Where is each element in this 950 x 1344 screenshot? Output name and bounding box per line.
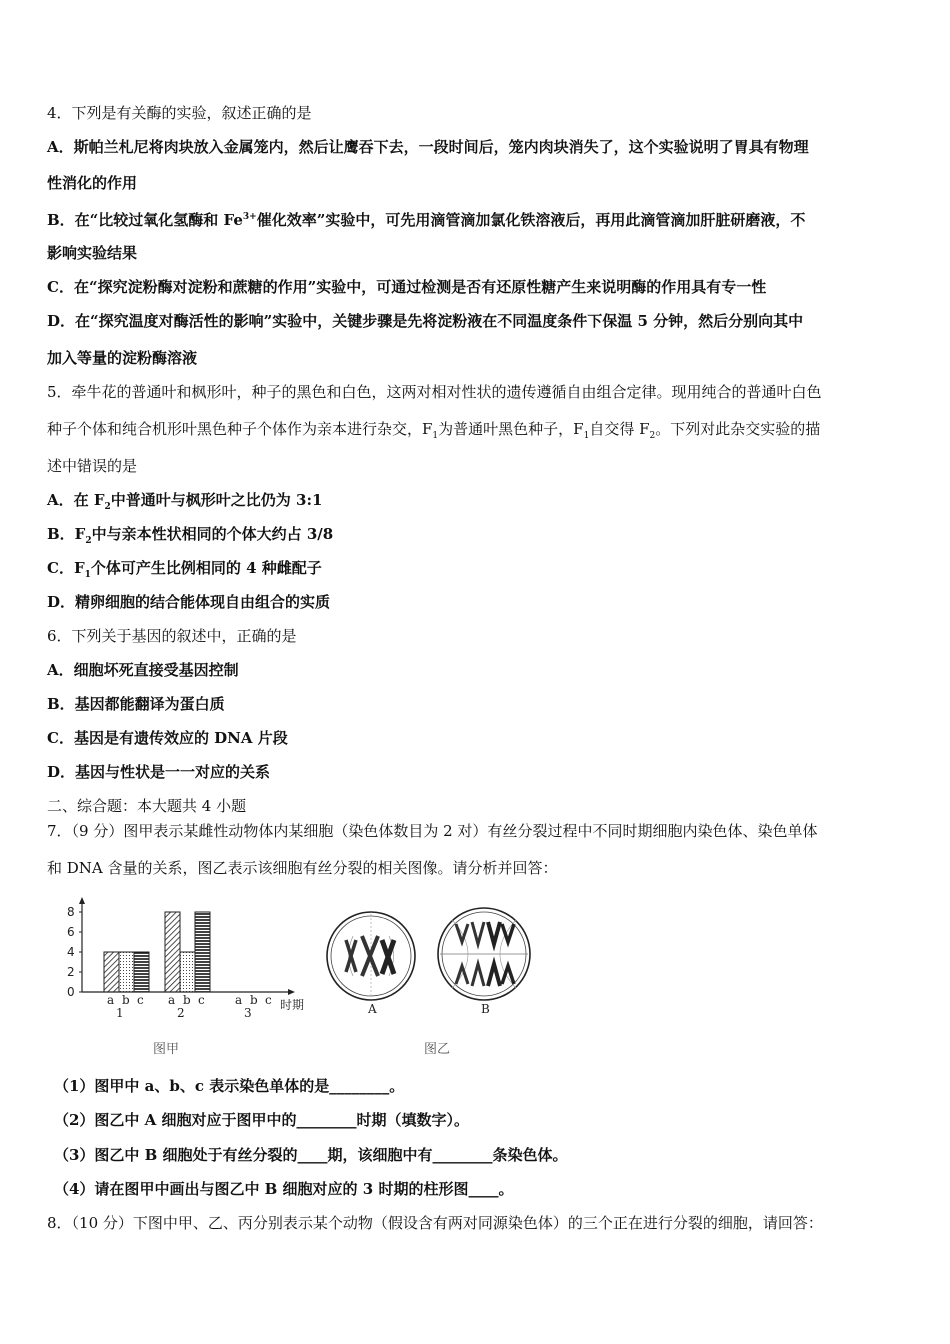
- q5-s2-part4: 。下列对此杂交实验的描: [655, 420, 821, 438]
- q5-a-part1: A．在 F: [47, 491, 105, 509]
- y-tick-label: 2: [67, 965, 75, 979]
- q7-part1: （1）图甲中 a、b、c 表示染色单体的是________。: [54, 1077, 405, 1095]
- y-tick-label: 0: [67, 985, 75, 999]
- q4-option-b-line2: 影响实验结果: [47, 244, 138, 262]
- q4-option-a-line1: A．斯帕兰札尼将肉块放入金属笼内，然后让鹰吞下去，一段时间后，笼内肉块消失了，这个实验说明了胃具有物理: [47, 138, 809, 156]
- q5-s2-sub2: 1: [583, 431, 590, 441]
- q5-b-part2: 中与亲本性状相同的个体大约占 3/8: [91, 525, 334, 543]
- bar-letter-label: b: [250, 993, 258, 1007]
- q6-option-a: A．细胞坏死直接受基因控制: [47, 661, 239, 679]
- bar-a-period-2: [165, 912, 180, 992]
- q5-option-b: [47, 524, 333, 551]
- caption-left: 图甲: [153, 1042, 180, 1057]
- q5-option-c: [47, 558, 322, 585]
- bar-c-period-1: [134, 952, 149, 992]
- q5-b-part1: B．F: [47, 525, 86, 543]
- period-label: 3: [244, 1006, 252, 1020]
- bar-letter-label: a: [168, 993, 176, 1007]
- q5-b-sub: 2: [85, 536, 92, 546]
- caption-right: 图乙: [424, 1042, 451, 1057]
- q5-s2-sub3: 2: [649, 431, 656, 441]
- q5-s2-part1: 种子个体和纯合机形叶黑色种子个体作为亲本进行杂交，F: [47, 420, 433, 438]
- bars: [104, 912, 210, 992]
- cell-b-diagram: [438, 908, 530, 1016]
- q5-s2-part2: 为普通叶黑色种子，F: [438, 420, 584, 438]
- q5-option-d: D．精卵细胞的结合能体现自由组合的实质: [47, 593, 331, 611]
- q4-b-sup: 3+: [242, 212, 257, 222]
- q5-stem-line1: 5．牵牛花的普通叶和枫形叶，种子的黑色和白色，这两对相对性状的遗传遵循自由组合定律。现用纯合的普通叶白色: [47, 383, 822, 401]
- q5-stem-line3: 述中错误的是: [47, 457, 138, 475]
- q4-option-b-line1: [47, 207, 805, 230]
- bar-letter-label: c: [137, 993, 144, 1007]
- bar-letter-label: a: [235, 993, 243, 1007]
- q5-s2-sub1: 1: [432, 431, 439, 441]
- q5-option-a: [47, 490, 322, 517]
- bar-b-period-1: [119, 952, 134, 992]
- q8-stem: 8．（10 分）下图中甲、乙、丙分别表示某个动物（假设含有两对同源染色体）的三个正在进行分裂的细胞，请回答：: [47, 1214, 823, 1232]
- cell-a-label: A: [368, 1002, 377, 1016]
- q6-option-c: C．基因是有遗传效应的 DNA 片段: [47, 729, 288, 747]
- y-tick-label: 8: [67, 905, 75, 919]
- x-labels: [107, 993, 272, 1020]
- cell-a-diagram: [327, 912, 415, 1016]
- q4-option-d-line1: D．在“探究温度对酶活性的影响”实验中，关键步骤是先将淀粉液在不同温度条件下保温 5 分钟，然后分别向其中: [47, 312, 804, 330]
- q4-option-c: C．在“探究淀粉酶对淀粉和蔗糖的作用”实验中，可通过检测是否有还原性糖产生来说明酶的作用具有专一性: [47, 278, 767, 296]
- q5-c-sub: 1: [84, 570, 91, 580]
- q5-a-sub: 2: [104, 502, 111, 512]
- figure-svg: [60, 892, 560, 1057]
- y-tick-label: 4: [67, 945, 75, 959]
- bar-b-period-2: [180, 952, 195, 992]
- q5-a-part2: 中普通叶与枫形叶之比仍为 3:1: [110, 491, 323, 509]
- q5-c-part2: 个体可产生比例相同的 4 种雌配子: [90, 559, 322, 577]
- q7-stem-line1: 7．（9 分）图甲表示某雌性动物体内某细胞（染色体数目为 2 对）有丝分裂过程中不同时期细胞内染色体、染色单体: [47, 822, 818, 840]
- q5-c-part1: C．F: [47, 559, 85, 577]
- figure-q7: [60, 892, 560, 1057]
- q5-s2-part3: 自交得 F: [589, 420, 650, 438]
- bar-letter-label: c: [198, 993, 205, 1007]
- q7-part3: （3）图乙中 B 细胞处于有丝分裂的____期，该细胞中有________条染色体。: [54, 1146, 568, 1164]
- q4-b-part1: B．在“比较过氧化氢酶和 Fe: [47, 211, 243, 229]
- q6-option-d: D．基因与性状是一一对应的关系: [47, 763, 271, 781]
- q7-part4: （4）请在图甲中画出与图乙中 B 细胞对应的 3 时期的柱形图____。: [54, 1180, 514, 1198]
- cell-b-label: B: [481, 1002, 490, 1016]
- bar-letter-label: c: [265, 993, 272, 1007]
- bar-c-period-2: [195, 912, 210, 992]
- q7-part2: （2）图乙中 A 细胞对应于图甲中的________时期（填数字）。: [54, 1111, 470, 1129]
- y-axis-arrow-icon: [79, 897, 85, 904]
- q6-stem: 6．下列关于基因的叙述中，正确的是: [47, 627, 297, 645]
- q6-option-b: B．基因都能翻译为蛋白质: [47, 695, 225, 713]
- q4-stem: 4．下列是有关酶的实验，叙述正确的是: [47, 104, 312, 122]
- q4-option-d-line2: 加入等量的淀粉酶溶液: [47, 349, 198, 367]
- y-ticks: [67, 905, 82, 999]
- period-label: 1: [116, 1006, 124, 1020]
- bar-letter-label: a: [107, 993, 115, 1007]
- bar-letter-label: b: [122, 993, 130, 1007]
- x-axis-arrow-icon: [288, 989, 295, 995]
- q4-option-a-line2: 性消化的作用: [47, 174, 138, 192]
- period-label: 2: [177, 1006, 185, 1020]
- y-tick-label: 6: [67, 925, 75, 939]
- bar-a-period-1: [104, 952, 119, 992]
- section-heading: 二、综合题：本大题共 4 小题: [47, 797, 247, 815]
- bar-letter-label: b: [183, 993, 191, 1007]
- q4-b-part2: 催化效率”实验中，可先用滴管滴加氯化铁溶液后，再用此滴管滴加肝脏研磨液，不: [256, 211, 806, 229]
- q7-stem-line2: 和 DNA 含量的关系，图乙表示该细胞有丝分裂的相关图像。请分析并回答：: [47, 859, 558, 877]
- q5-stem-line2: [47, 419, 820, 446]
- x-axis-label: 时期: [280, 998, 305, 1012]
